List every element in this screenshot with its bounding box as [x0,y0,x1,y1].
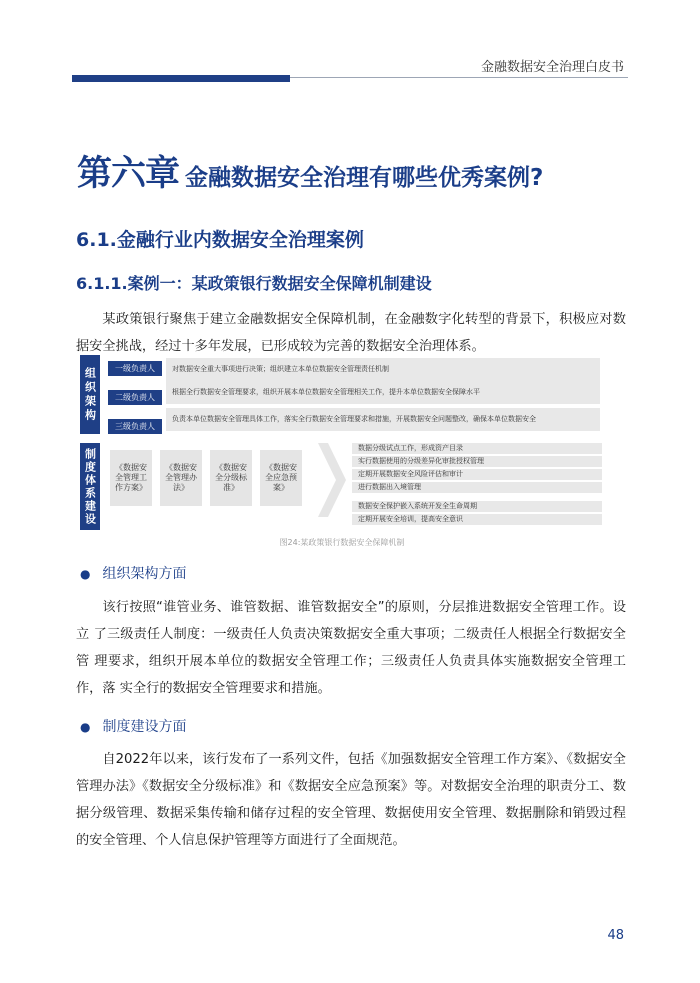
bullet-dot-icon: ● [80,567,91,581]
system-building-text: 制度体系建设 [83,447,97,526]
bullet-system-building [80,716,186,736]
subsection-title: 6.1.1.案例一：某政策银行数据安全保障机制建设 [76,274,432,293]
org-structure-text: 组织架构 [83,366,97,423]
bullet-dot-icon: ● [80,720,91,734]
chapter-title: 金融数据安全治理有哪些优秀案例? [185,165,544,191]
figure-diagram [80,355,604,545]
system-building-label [80,443,100,530]
level-1-label: 一级负责人 [108,361,162,376]
header-accent-bar [72,75,290,82]
system-building-paragraph [76,746,626,854]
org-structure-label [80,355,100,434]
bullet-title: 组织架构方面 [102,566,187,582]
measure-item: 定期开展安全培训，提高安全意识 [352,514,602,525]
level-2-label: 二级负责人 [108,390,162,405]
intro-paragraph [76,306,626,360]
level-1-desc: 对数据安全重大事项进行决策；组织建立本单位数据安全管理责任机制 [166,358,600,381]
doc-box: 《数据安全分级标准》 [210,450,252,506]
level-3-label: 三级负责人 [108,419,162,434]
doc-box: 《数据安全管理工作方案》 [110,450,152,506]
org-structure-paragraph [76,594,626,702]
measure-item: 实行数据使用的分级差异化审批授权管理 [352,456,602,467]
page-number: 48 [607,928,624,943]
chapter-number: 第六章 [77,154,180,194]
measure-item: 进行数据出入境管理 [352,482,602,493]
level-2-desc: 根据全行数据安全管理要求，组织开展本单位数据安全管理相关工作，提升本单位数据安全保障水平 [166,381,600,404]
measure-item: 数据安全保护嵌入系统开发全生命周期 [352,501,602,512]
chapter-heading [77,146,543,196]
figure-caption: 图24:某政策银行数据安全保障机制 [279,538,405,547]
system-building-text-body: 自2022年以来，该行发布了一系列文件，包括《加强数据安全管理工作方案》、《数据安全管理办法》《数据安全分级标准》和《数据安全应急预案》等。对数据安全治理的职责分工、数据分级管理、数据采集传输和储存过程的安全管理、数据使用安全管理、数据删除和销毁过程的安全管理、个人信息保护管理等方面进行了全面规范。 [76,752,626,848]
section-title: 6.1.金融行业内数据安全治理案例 [76,229,364,251]
bullet-title: 制度建设方面 [102,719,187,735]
doc-box: 《数据安全应急预案》 [260,450,302,506]
header-rule [290,77,628,78]
doc-box: 《数据安全管理办法》 [160,450,202,506]
header-title: 金融数据安全治理白皮书 [480,60,624,75]
intro-text: 某政策银行聚焦于建立金融数据安全保障机制，在金融数字化转型的背景下，积极应对数据安全挑战，经过十多年发展，已形成较为完善的数据安全治理体系。 [76,312,626,354]
level-3-desc: 负责本单位数据安全管理具体工作，落实全行数据安全管理要求和措施，开展数据安全问题整改，确保本单位数据安全 [166,408,600,431]
chevron-arrow-icon [318,443,346,517]
measure-item: 定期开展数据安全风险评估和审计 [352,469,602,480]
org-structure-text-body: 该行按照“谁管业务、谁管数据、谁管数据安全”的原则，分层推进数据安全管理工作。设立 了三级责任人制度：一级责任人负责决策数据安全重大事项；二级责任人根据全行数据安全管 理要求，组织开展本单位的数据安全管理工作；三级责任人负责具体实施数据安全管理工作，落 实全行的数据安全管理要求和措施。 [76,600,626,696]
measure-item: 数据分级试点工作，形成资产目录 [352,443,602,454]
bullet-org-structure [80,563,186,583]
